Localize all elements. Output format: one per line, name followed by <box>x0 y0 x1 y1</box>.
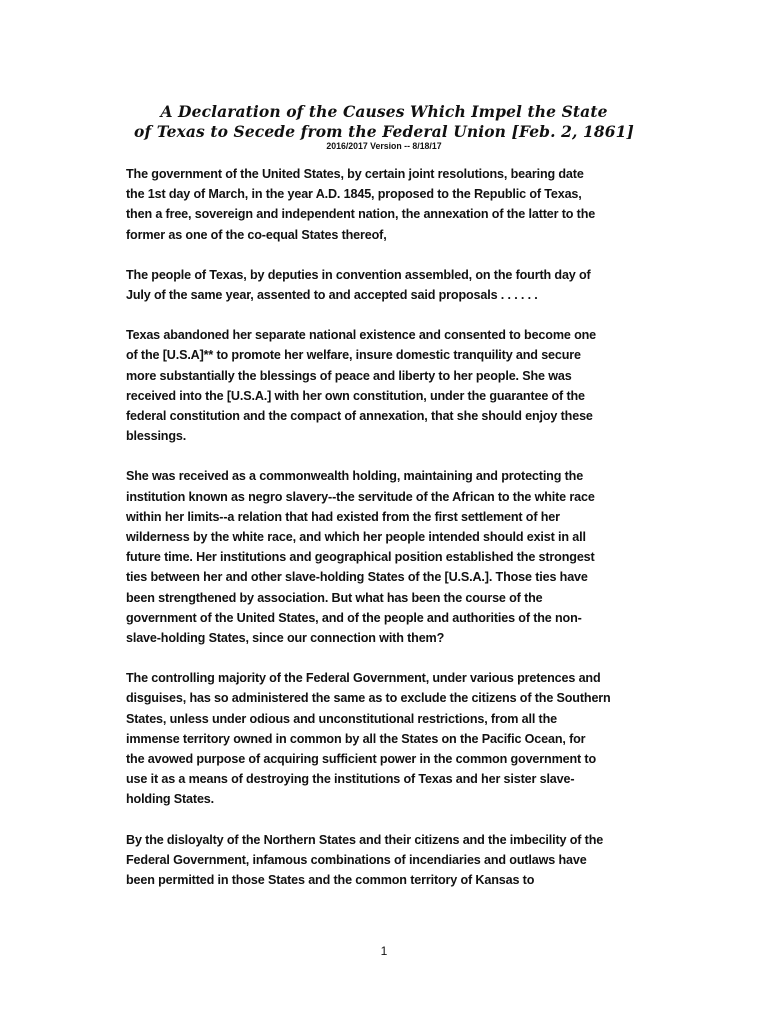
text-line: States, unless under odious and unconstitutional restrictions, from all the <box>126 711 557 726</box>
text-line: federal constitution and the compact of annexation, that she should enjoy these <box>126 409 593 424</box>
title-line-1: A Declaration of the Causes Which Impel the State <box>160 102 608 121</box>
text-line: former as one of the co-equal States thereof, <box>126 227 387 242</box>
page-number: 1 <box>380 944 388 958</box>
version-line: 2016/2017 Version -- 8/18/17 <box>326 141 442 152</box>
document-body <box>126 164 656 910</box>
text-line: Federal Government, infamous combinations of incendiaries and outlaws have <box>126 852 587 867</box>
text-line: received into the [U.S.A.] with her own constitution, under the guarantee of the <box>126 388 585 403</box>
paragraph <box>126 668 656 809</box>
text-line: then a free, sovereign and independent nation, the annexation of the latter to the <box>126 207 596 222</box>
paragraph <box>126 466 656 648</box>
text-line: of the [U.S.A]** to promote her welfare, insure domestic tranquility and secure <box>126 348 581 363</box>
text-line: ties between her and other slave-holding States of the [U.S.A.]. Those ties have <box>126 570 588 585</box>
title-line-2: of Texas to Secede from the Federal Union [Feb. 2, 1861] <box>134 122 634 141</box>
text-line: been strengthened by association. But what has been the course of the <box>126 590 543 605</box>
text-line: July of the same year, assented to and accepted said proposals . . . . . . <box>126 288 538 303</box>
text-line: Texas abandoned her separate national existence and consented to become one <box>126 328 597 343</box>
paragraph <box>126 265 656 305</box>
text-line: holding States. <box>126 792 215 807</box>
text-line: The government of the United States, by certain joint resolutions, bearing date <box>126 167 584 181</box>
text-line: slave-holding States, since our connection with them? <box>126 631 445 646</box>
text-line: immense territory owned in common by all the States on the Pacific Ocean, for <box>126 731 586 746</box>
text-line: The people of Texas, by deputies in convention assembled, on the fourth day of <box>126 267 591 282</box>
text-line: the avowed purpose of acquiring sufficient power in the common government to <box>126 752 597 767</box>
text-line: the 1st day of March, in the year A.D. 1845, proposed to the Republic of Texas, <box>126 187 582 202</box>
paragraph <box>126 830 656 891</box>
text-line: The controlling majority of the Federal Government, under various pretences and <box>126 671 601 686</box>
text-line: government of the United States, and of the people and authorities of the non- <box>126 610 582 625</box>
text-line: within her limits--a relation that had existed from the first settlement of her <box>126 509 560 524</box>
text-line: future time. Her institutions and geographical position established the strongest <box>126 550 595 565</box>
text-line: use it as a means of destroying the institutions of Texas and her sister slave- <box>126 772 575 787</box>
paragraph <box>126 164 656 245</box>
document-title <box>0 102 768 142</box>
text-line: more substantially the blessings of peace and liberty to her people. She was <box>126 368 572 383</box>
text-line: wilderness by the white race, and which her people intended should exist in all <box>126 530 586 545</box>
text-line: been permitted in those States and the common territory of Kansas to <box>126 873 535 888</box>
text-line: By the disloyalty of the Northern States and their citizens and the imbecility of the <box>126 832 604 847</box>
paragraph <box>126 325 656 446</box>
text-line: institution known as negro slavery--the servitude of the African to the white race <box>126 489 595 504</box>
text-line: blessings. <box>126 429 187 444</box>
text-line: She was received as a commonwealth holding, maintaining and protecting the <box>126 469 584 484</box>
text-line: disguises, has so administered the same as to exclude the citizens of the Southern <box>126 691 611 706</box>
